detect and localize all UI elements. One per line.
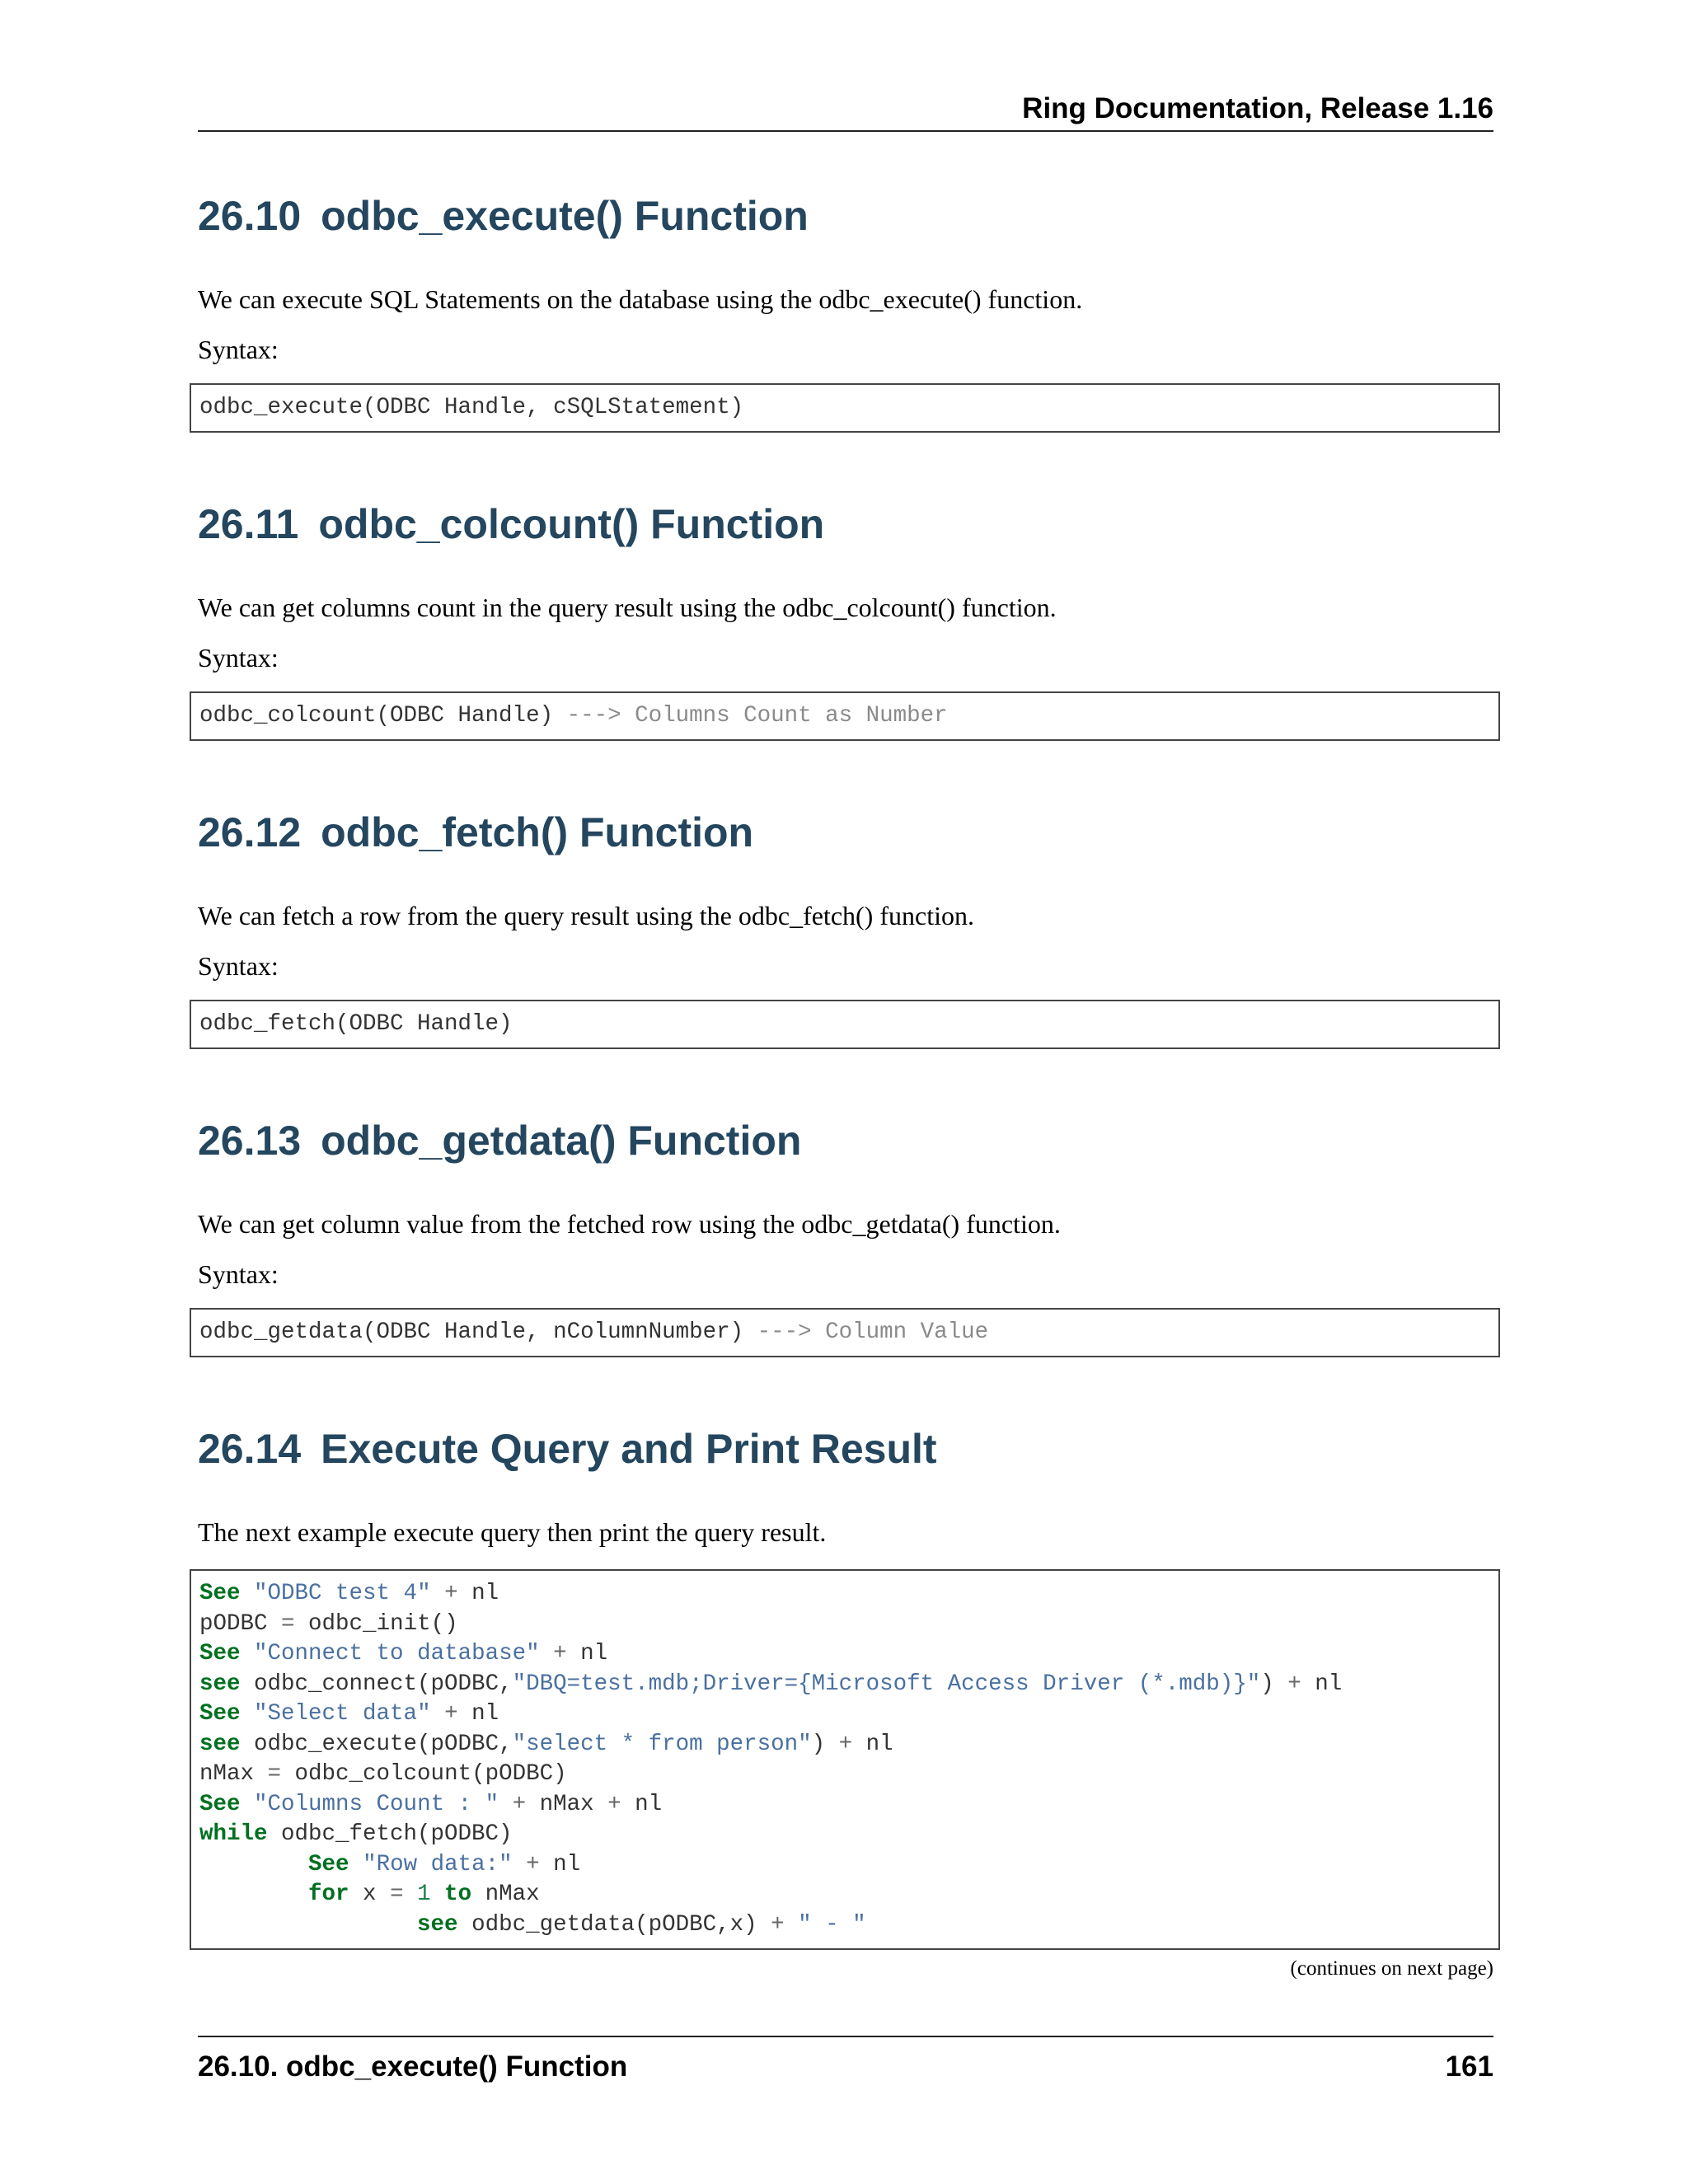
section-heading: [198, 191, 1500, 241]
code-token: [241, 1581, 255, 1606]
section-number: 26.13: [198, 1118, 302, 1164]
section-number: 26.12: [198, 809, 302, 855]
code-token: nl: [1301, 1671, 1343, 1697]
code-token: See: [199, 1581, 241, 1606]
code-line: [199, 1610, 1490, 1640]
section-title: Execute Query and Print Result: [321, 1426, 937, 1472]
continuation-note: (continues on next page): [1290, 1957, 1493, 1980]
code-token: [199, 1912, 417, 1938]
syntax-label: Syntax:: [198, 643, 279, 673]
document-title: Ring Documentation, Release 1.16: [1022, 92, 1493, 124]
code-text: odbc_execute(ODBC Handle, cSQLStatement): [199, 395, 744, 420]
syntax-code-block: [190, 1308, 1500, 1357]
code-token: +: [444, 1701, 458, 1727]
code-token: [431, 1882, 445, 1907]
code-token: [349, 1852, 363, 1877]
code-token: [241, 1701, 255, 1727]
section-odbc-getdata: [198, 1116, 1500, 1345]
code-token: nl: [621, 1791, 663, 1817]
code-token: " - ": [798, 1911, 866, 1938]
code-token: nl: [566, 1641, 608, 1666]
code-token: [241, 1792, 255, 1817]
code-token: [241, 1641, 255, 1666]
code-token: nl: [539, 1851, 581, 1877]
section-heading: [198, 499, 1500, 549]
code-token: odbc_init(): [294, 1610, 458, 1637]
code-token: to: [444, 1882, 472, 1907]
code-token: nl: [852, 1731, 893, 1757]
example-code-block: [190, 1569, 1500, 1950]
code-token: x: [349, 1882, 391, 1907]
page-header: [198, 89, 1493, 132]
code-token: +: [607, 1791, 621, 1817]
code-token: "ODBC test 4": [254, 1581, 431, 1606]
section-odbc-colcount: [198, 499, 1500, 729]
code-token: +: [771, 1911, 785, 1938]
code-token: +: [512, 1791, 527, 1817]
code-token: [431, 1701, 445, 1727]
code-token: [513, 1852, 527, 1877]
code-token: nMax: [199, 1761, 268, 1787]
section-execute-query: [198, 1424, 1500, 1938]
code-token: =: [390, 1882, 404, 1907]
code-token: [404, 1882, 418, 1907]
code-token: odbc_colcount(pODBC): [281, 1761, 567, 1787]
code-token: See: [199, 1791, 241, 1817]
code-line: [199, 1699, 1490, 1730]
code-token: =: [281, 1610, 295, 1637]
section-description: We can fetch a row from the query result using the odbc_fetch() function.: [198, 901, 974, 930]
code-token: [540, 1641, 554, 1666]
section-number: 26.14: [198, 1426, 302, 1472]
code-token: see: [199, 1731, 241, 1757]
page-number: 161: [1445, 2050, 1493, 2083]
section-title: odbc_getdata() Function: [321, 1118, 802, 1164]
code-token: +: [838, 1731, 853, 1757]
footer-section-title: 26.10. odbc_execute() Function: [198, 2050, 628, 2083]
section-description: We can get columns count in the query result using the odbc_colcount() function.: [198, 593, 1057, 622]
section-heading: [198, 1116, 1500, 1165]
code-line: [199, 1639, 1490, 1670]
code-token: +: [444, 1581, 458, 1606]
code-token: odbc_execute(pODBC,: [240, 1731, 513, 1757]
section-description: We can execute SQL Statements on the database using the odbc_execute() function.: [198, 284, 1083, 314]
code-token: nMax: [526, 1791, 608, 1817]
code-token: odbc_connect(pODBC,: [240, 1671, 513, 1697]
syntax-label: Syntax:: [198, 1259, 279, 1289]
syntax-label: Syntax:: [198, 335, 279, 364]
code-token: pODBC: [199, 1610, 282, 1637]
syntax-code-block: [190, 691, 1500, 741]
code-token: +: [526, 1851, 540, 1877]
code-token: while: [199, 1821, 268, 1847]
section-number: 26.11: [198, 501, 299, 547]
code-token: nMax: [471, 1882, 540, 1907]
code-token: +: [1287, 1671, 1301, 1697]
code-token: "select * from person": [512, 1731, 812, 1757]
code-token: [199, 1852, 308, 1877]
code-token: See: [199, 1641, 241, 1666]
code-text: odbc_fetch(ODBC Handle): [199, 1011, 513, 1037]
code-token: [199, 1882, 308, 1907]
code-token: see: [199, 1671, 241, 1697]
code-token: =: [267, 1761, 282, 1787]
code-line: [199, 1760, 1490, 1790]
syntax-label: Syntax:: [198, 951, 279, 981]
code-token: "Select data": [254, 1701, 431, 1727]
code-line: [199, 1850, 1490, 1881]
code-token: odbc_fetch(pODBC): [267, 1821, 513, 1847]
code-line: [199, 1820, 1490, 1850]
code-line: [199, 1790, 1490, 1821]
code-token: [431, 1581, 445, 1606]
section-title: odbc_colcount() Function: [318, 501, 825, 547]
section-odbc-execute: [198, 191, 1500, 420]
section-description: We can get column value from the fetched row using the odbc_getdata() function.: [198, 1209, 1061, 1239]
section-heading: [198, 808, 1500, 857]
code-token: "Row data:": [363, 1851, 513, 1877]
code-token: [499, 1792, 513, 1817]
code-text: odbc_colcount(ODBC Handle): [199, 703, 567, 729]
page-footer: [198, 2036, 1493, 2087]
code-token: "DBQ=test.mdb;Driver={Microsoft Access Driver (*.mdb)}": [512, 1671, 1261, 1697]
code-token: "Columns Count : ": [254, 1791, 499, 1817]
code-token: nl: [457, 1581, 499, 1606]
code-token: see: [417, 1911, 458, 1938]
code-line: [199, 1670, 1490, 1700]
code-token: +: [553, 1641, 567, 1666]
code-token: for: [308, 1882, 349, 1907]
section-odbc-fetch: [198, 808, 1500, 1037]
code-token: ): [1260, 1671, 1288, 1697]
syntax-code-block: [190, 383, 1500, 433]
code-line: [199, 1910, 1490, 1941]
syntax-code-block: [190, 1000, 1500, 1049]
code-token: See: [199, 1701, 241, 1727]
code-token: ): [811, 1731, 839, 1757]
code-token: 1: [417, 1882, 431, 1907]
code-line: [199, 1730, 1490, 1760]
section-number: 26.10: [198, 193, 302, 239]
code-token: [785, 1912, 799, 1938]
section-heading: [198, 1424, 1500, 1474]
code-text: odbc_getdata(ODBC Handle, nColumnNumber): [199, 1319, 757, 1345]
code-line: [199, 1880, 1490, 1910]
code-token: "Connect to database": [254, 1641, 540, 1666]
code-token: See: [308, 1851, 349, 1877]
section-description: The next example execute query then print the query result.: [198, 1517, 827, 1547]
code-token: nl: [457, 1701, 499, 1727]
section-title: odbc_execute() Function: [321, 193, 809, 239]
section-title: odbc_fetch() Function: [321, 809, 754, 855]
code-comment: ---> Columns Count as Number: [566, 703, 948, 729]
code-comment: ---> Column Value: [757, 1319, 989, 1345]
code-line: [199, 1579, 1490, 1610]
code-token: odbc_getdata(pODBC,x): [457, 1911, 771, 1938]
